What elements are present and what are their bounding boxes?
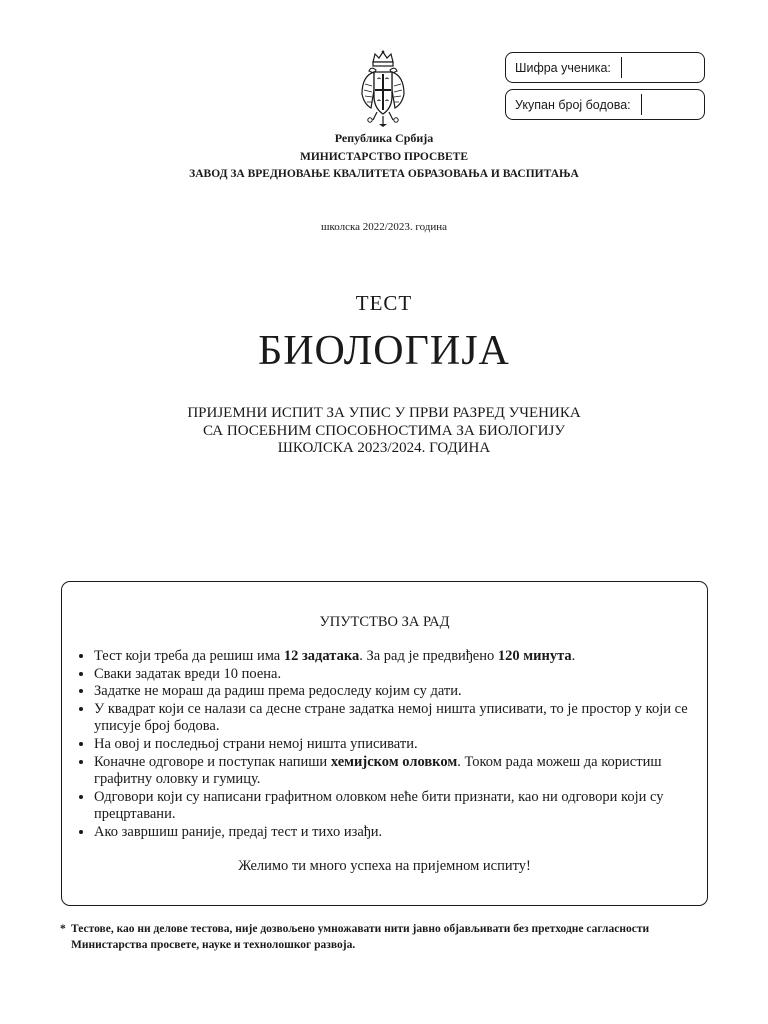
footnote-star: *	[60, 923, 66, 935]
instruction-item: • Ако завршиш раније, предај тест и тихо изађи.	[94, 824, 709, 842]
subtitle-line-2: СА ПОСЕБНИМ СПОСОБНОСТИМА ЗА БИОЛОГИЈУ	[203, 422, 565, 439]
instructions-title: УПУТСТВО ЗА РАД	[319, 614, 450, 630]
instruction-item: • Сваки задатак вреди 10 поена.	[94, 666, 709, 684]
header-institute: ЗАВОД ЗА ВРЕДНОВАЊЕ КВАЛИТЕТА ОБРАЗОВАЊА И ВАСПИТАЊА	[189, 168, 579, 180]
instructions-list	[76, 648, 709, 842]
total-points-field[interactable]	[641, 94, 642, 115]
instruction-emphasis: 12 задатака	[283, 648, 360, 664]
instruction-text: . За рад је предвиђено	[359, 648, 498, 664]
instructions-box	[61, 581, 708, 906]
exam-subtitle	[0, 405, 768, 458]
test-label: ТЕСТ	[355, 291, 413, 315]
instruction-item: • У квадрат који се налази са десне стране задатка немој ништа уписивати, то је простор у који се уписује број бодова.	[94, 701, 709, 736]
instruction-text: Коначне одговоре и поступак напиши	[94, 753, 331, 770]
instruction-text: . Током рада можеш да користиш графитну оловку и гумицу.	[94, 753, 662, 788]
student-code-field[interactable]	[621, 57, 622, 78]
instruction-item	[94, 754, 709, 789]
coat-of-arms-icon	[359, 50, 407, 128]
header-ministry: МИНИСТАРСТВО ПРОСВЕТЕ	[299, 151, 468, 163]
subject-title: БИОЛОГИЈА	[258, 328, 510, 374]
total-points-label: Укупан број бодова:	[515, 97, 631, 112]
instruction-text: Тест који треба да решиш има	[94, 648, 284, 664]
school-year: школска 2022/2023. година	[320, 221, 448, 233]
instruction-item: • Задатке не мораш да радиш према редоследу којим су дати.	[94, 683, 709, 701]
subtitle-line-1: ПРИЈЕМНИ ИСПИТ ЗА УПИС У ПРВИ РАЗРЕД УЧЕНИКА	[187, 405, 581, 421]
instruction-emphasis: 120 минута	[497, 648, 572, 664]
instruction-text: .	[571, 648, 576, 664]
good-luck-message: Желимо ти много успеха на пријемном испиту!	[238, 858, 531, 874]
total-points-box[interactable]	[505, 89, 705, 120]
instruction-item: • На овој и последњој страни немој ништа уписивати.	[94, 736, 709, 754]
footnote-text: Тестове, као ни делове тестова, није дозвољено умножавати нити јавно објављивати без претходне сагласности Министарства просвете, науке и технолошког развоја.	[71, 923, 650, 951]
header-republic: Република Србија	[334, 131, 434, 145]
instruction-emphasis: хемијском оловком	[330, 753, 458, 770]
instruction-item	[94, 648, 709, 666]
student-code-label: Шифра ученика:	[515, 60, 611, 75]
student-code-box[interactable]	[505, 52, 705, 83]
instruction-item: • Одговори који су написани графитном оловком неће бити признати, као ни одговори који су прецртавани.	[94, 789, 709, 824]
subtitle-line-3: ШКОЛСКА 2023/2024. ГОДИНА	[277, 440, 491, 456]
